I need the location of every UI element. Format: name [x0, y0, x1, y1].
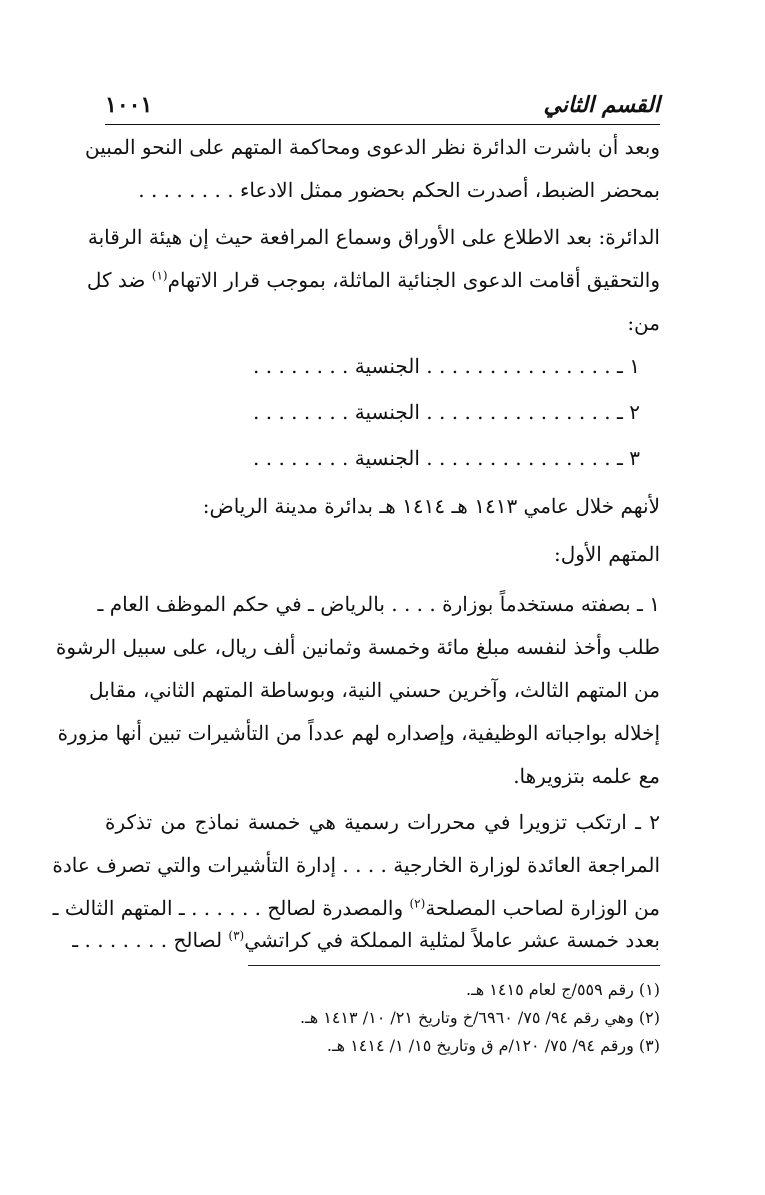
list-item-1: ١ ـ . . . . . . . . . . . . . . . الجنسية . . . . . . . . [253, 354, 640, 378]
paragraph-6-line-1: ٢ ـ ارتكب تزويرا في محررات رسمية هي خمسة نماذج من تذكرة [105, 810, 660, 834]
footnote-3: (٣) ورقم ٩٤/ ٧٥/ ١٢٠/م ق وتاريخ ١٥/ ١/ ١٤١٤ هـ. [326, 1036, 660, 1055]
paragraph-6-line-4 [72, 926, 660, 954]
paragraph-5-line-2: طلب وأخذ لنفسه مبلغ مائة وخمسة وثمانين ألف ريال، على سبيل الرشوة [55, 635, 660, 659]
paragraph-6-line-3-text-a: من الوزارة لصاحب المصلحة [425, 896, 660, 920]
list-item-2: ٢ ـ . . . . . . . . . . . . . . . الجنسية . . . . . . . . [253, 400, 640, 424]
footnote-1: (١) رقم ٥٥٩/ج لعام ١٤١٥ هـ. [466, 980, 660, 999]
page-number: ١٠٠١ [105, 92, 153, 118]
footnote-ref-2: (٢) [409, 896, 426, 911]
paragraph-6-line-4-text-a: بعدد خمسة عشر عاملاً لمثلية المملكة في كراتشي [244, 928, 660, 952]
paragraph-5-line-3: من المتهم الثالث، وآخرين حسني النية، وبوساطة المتهم الثاني، مقابل [88, 678, 660, 702]
footnote-ref-1: (١) [151, 268, 168, 283]
paragraph-5-line-1: ١ ـ بصفته مستخدماً بوزارة . . . . بالرياض ـ في حكم الموظف العام ـ [97, 592, 660, 616]
paragraph-6-line-3-text-b: والمصدرة لصالح . . . . . . ـ المتهم الثالث ـ [52, 896, 410, 920]
paragraph-2-line-1: الدائرة: بعد الاطلاع على الأوراق وسماع المرافعة حيث إن هيئة الرقابة [87, 225, 660, 249]
page-header [105, 82, 660, 125]
footnote-2: (٢) وهي رقم ٩٤/ ٧٥/ ٦٩٦٠/خ وتاريخ ٢١/ ١٠/ ١٤١٣ هـ. [299, 1008, 660, 1027]
list-item-3: ٣ ـ . . . . . . . . . . . . . . . الجنسية . . . . . . . . [253, 446, 640, 470]
paragraph-6-line-2: المراجعة العائدة لوزارة الخارجية . . . . إدارة التأشيرات والتي تصرف عادة [52, 853, 660, 877]
paragraph-2-line-3: من: [627, 311, 660, 335]
paragraph-5-line-5: مع علمه بتزويرها. [513, 764, 660, 788]
paragraph-6-line-4-text-b: لصالح . . . . . . . ـ [72, 928, 229, 952]
paragraph-3: لأنهم خلال عامي ١٤١٣ هـ ١٤١٤ هـ بدائرة مدينة الرياض: [202, 494, 660, 518]
section-title: القسم الثاني [543, 92, 660, 118]
paragraph-2-line-2 [86, 266, 660, 294]
paragraph-2-line-2-text-a: والتحقيق أقامت الدعوى الجنائية الماثلة، بموجب قرار الاتهام [167, 268, 660, 292]
paragraph-1-line-2: بمحضر الضبط، أصدرت الحكم بحضور ممثل الادعاء . . . . . . . . [138, 178, 660, 202]
paragraph-6-line-3 [52, 894, 660, 922]
footnote-ref-3: (٣) [228, 928, 245, 943]
paragraph-1-line-1: وبعد أن باشرت الدائرة نظر الدعوى ومحاكمة المتهم على النحو المبين [85, 135, 660, 159]
paragraph-2-line-2-text-b: ضد كل [86, 268, 152, 292]
footnote-divider [248, 965, 660, 966]
paragraph-4: المتهم الأول: [553, 542, 660, 566]
paragraph-5-line-4: إخلاله بواجباته الوظيفية، وإصداره لهم عدداً من التأشيرات تبين أنها مزورة [57, 721, 660, 745]
